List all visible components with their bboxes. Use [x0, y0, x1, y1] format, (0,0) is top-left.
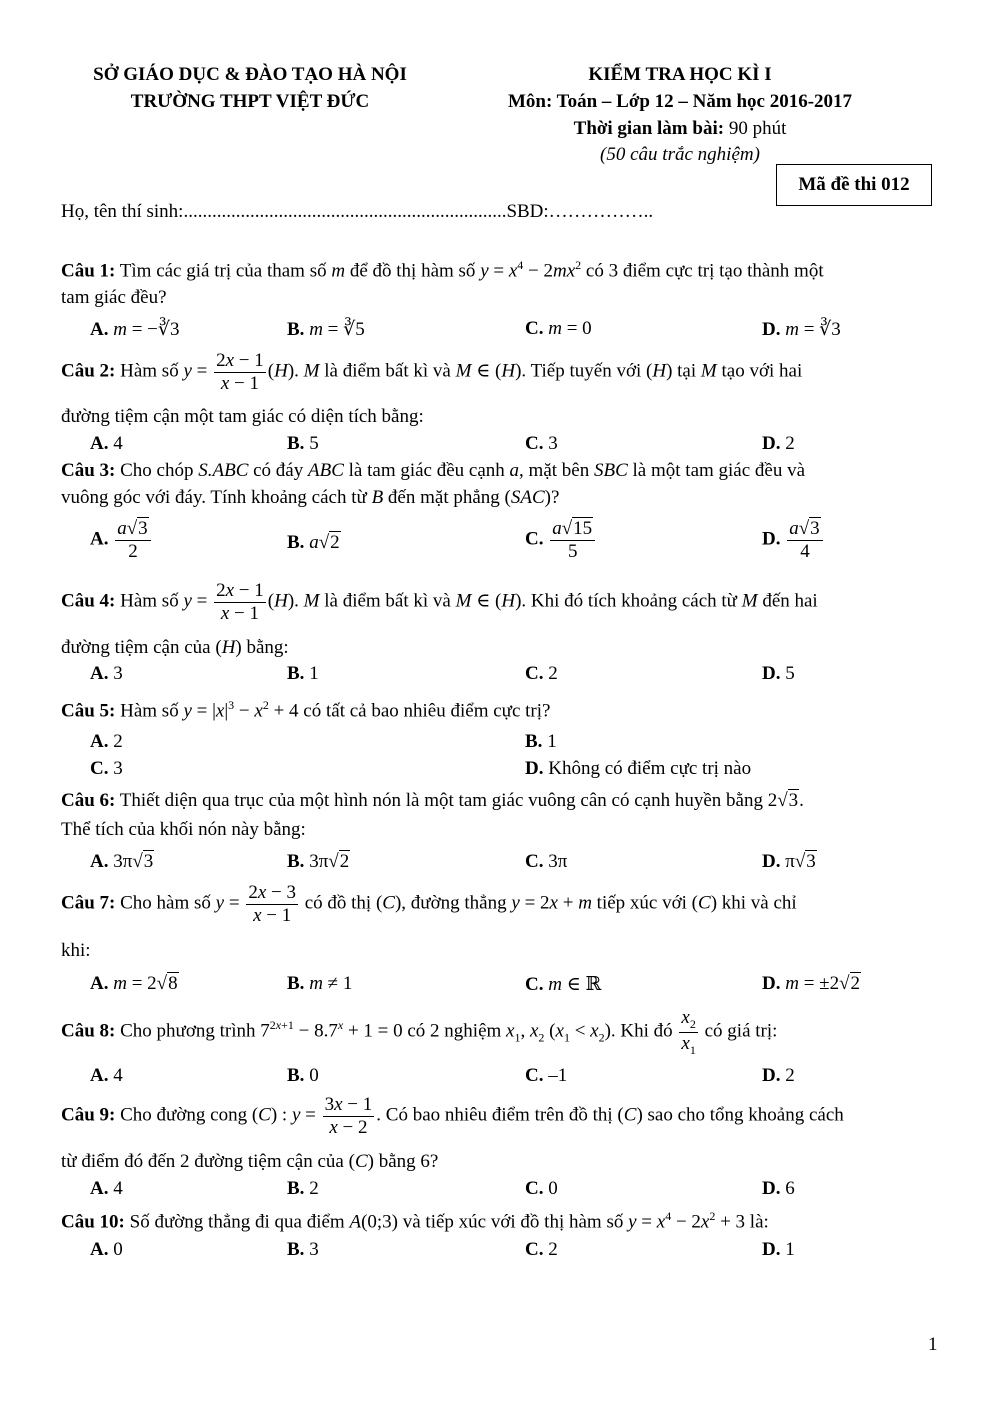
q2-option-c: C. 3 [525, 433, 558, 454]
subject-line: Môn: Toán – Lớp 12 – Năm học 2016-2017 [507, 91, 853, 112]
school-name: TRƯỜNG THPT VIỆT ĐỨC [130, 91, 370, 112]
q3-option-b: B. a√2 [287, 532, 340, 553]
q8-option-d: D. 2 [762, 1065, 795, 1086]
q7-option-b: B. m ≠ 1 [287, 973, 353, 994]
q3-option-d: D. $\frac{a√3}{4}$ [762, 518, 825, 563]
question-8: Câu 8: Cho phương trình $7^{2x+1} - 8.7^x + 1 = 0$ có 2 nghiệm $x_1$, $x_2$ $(x_1 < x_2)$. Khi đó $\frac{x_2}{x_1}$ có giá trị: [61, 1007, 778, 1057]
q6-option-d: D. π√3 [762, 851, 816, 872]
question-3-cont: vuông góc với đáy. Tính khoảng cách từ B đến mặt phẳng (SAC)? [61, 487, 560, 508]
dept-name: SỞ GIÁO DỤC & ĐÀO TẠO HÀ NỘI [93, 64, 407, 85]
q1-option-c: C. m = 0 [525, 318, 592, 339]
q4-option-d: D. 5 [762, 663, 795, 684]
question-9: Câu 9: Cho đường cong (C) : y = $\frac{3x - 1}{x - 2}$ . Có bao nhiêu điểm trên đồ thị (C) sao cho tổng khoảng cách [61, 1094, 844, 1138]
q9-option-b: B. 2 [287, 1178, 319, 1199]
q4-option-b: B. 1 [287, 663, 319, 684]
question-4-cont: đường tiệm cận của (H) bằng: [61, 637, 289, 658]
q7-option-c: C. m ∈ ℝ [525, 974, 602, 995]
q5-option-d: D. Không có điểm cực trị nào [525, 758, 752, 779]
page-number: 1 [928, 1334, 938, 1355]
q6-option-b: B. 3π√2 [287, 851, 350, 872]
q2-option-a: A. 4 [90, 433, 123, 454]
q8-option-b: B. 0 [287, 1065, 319, 1086]
q4-option-c: C. 2 [525, 663, 558, 684]
q1-option-b: B. m = ∛5 [287, 319, 365, 340]
q10-option-b: B. 3 [287, 1239, 319, 1260]
q8-option-a: A. 4 [90, 1065, 123, 1086]
question-10: Câu 10: Số đường thẳng đi qua điểm A(0;3) và tiếp xúc với đồ thị hàm số $y = x^4 - 2x^2 + 3$ là: [61, 1209, 769, 1233]
q2-option-d: D. 2 [762, 433, 795, 454]
question-count-note: (50 câu trắc nghiệm) [600, 144, 760, 165]
q6-option-c: C. 3π [525, 851, 568, 872]
q1-option-d: D. m = ∛3 [762, 319, 841, 340]
q9-option-a: A. 4 [90, 1178, 123, 1199]
exam-title: KIỂM TRA HỌC KÌ I [588, 64, 772, 85]
q9-option-d: D. 6 [762, 1178, 795, 1199]
question-9-cont: từ điểm đó đến 2 đường tiệm cận của (C) bằng 6? [61, 1151, 439, 1172]
question-2-cont: đường tiệm cận một tam giác có diện tích bằng: [61, 406, 424, 427]
q7-option-d: D. m = ±2√2 [762, 973, 861, 994]
time-line: Thời gian làm bài: 90 phút [573, 118, 787, 139]
question-1: Câu 1: Tìm các giá trị của tham số m để đồ thị hàm số $y = x^4 - 2mx^2$ có 3 điểm cực trị tạo thành một [61, 258, 824, 282]
q8-option-c: C. –1 [525, 1065, 568, 1086]
q10-option-a: A. 0 [90, 1239, 123, 1260]
student-info-line: Họ, tên thí sinh:....................................................................SBD:…………….. [61, 201, 654, 222]
q1-option-a: A. m = −∛3 [90, 319, 180, 340]
question-4: Câu 4: Hàm số y = $\frac{2x - 1}{x - 1}$ (H). M là điểm bất kì và M ∈ (H). Khi đó tích khoảng cách từ M đến hai [61, 580, 818, 624]
question-6: Câu 6: Thiết diện qua trục của một hình nón là một tam giác vuông cân có cạnh huyền bằng 2√3. [61, 790, 804, 811]
question-1-cont: tam giác đều? [61, 287, 167, 308]
exam-code-box: Mã đề thi 012 [776, 164, 932, 206]
q5-option-b: B. 1 [525, 731, 557, 752]
question-6-cont: Thể tích của khối nón này bằng: [61, 819, 306, 840]
question-5: Câu 5: Hàm số $y = |x|^3 - x^2 + 4$ có tất cả bao nhiêu điểm cực trị? [61, 698, 551, 722]
question-2: Câu 2: Hàm số y = $\frac{2x - 1}{x - 1}$ (H). M là điểm bất kì và M ∈ (H). Tiếp tuyến với (H) tại M tạo với hai [61, 350, 803, 394]
q3-option-a: A. $\frac{a√3}{2}$ [90, 518, 153, 563]
question-3: Câu 3: Cho chóp S.ABC có đáy ABC là tam giác đều cạnh a, mặt bên SBC là một tam giác đều và [61, 460, 806, 481]
question-7: Câu 7: Cho hàm số y = $\frac{2x - 3}{x - 1}$ có đồ thị (C), đường thẳng y = 2x + m tiếp xúc với (C) khi và chỉ [61, 882, 797, 926]
q9-option-c: C. 0 [525, 1178, 558, 1199]
q5-option-c: C. 3 [90, 758, 123, 779]
q3-option-c: C. $\frac{a√15}{5}$ [525, 518, 597, 563]
q7-option-a: A. m = 2√8 [90, 973, 178, 994]
q6-option-a: A. 3π√3 [90, 851, 154, 872]
q5-option-a: A. 2 [90, 731, 123, 752]
q10-option-d: D. 1 [762, 1239, 795, 1260]
q10-option-c: C. 2 [525, 1239, 558, 1260]
question-7-cont: khi: [61, 940, 91, 961]
q4-option-a: A. 3 [90, 663, 123, 684]
q2-option-b: B. 5 [287, 433, 319, 454]
